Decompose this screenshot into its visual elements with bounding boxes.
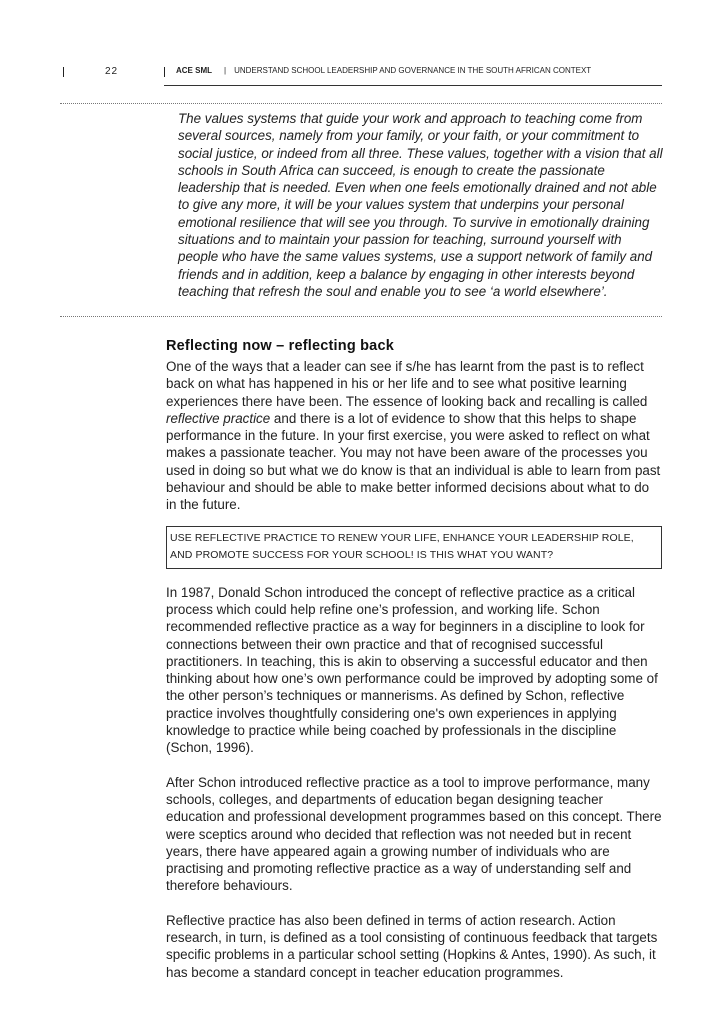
header-left-marker	[63, 67, 64, 77]
document-title: UNDERSTAND SCHOOL LEADERSHIP AND GOVERNANCE IN THE SOUTH AFRICAN CONTEXT	[234, 66, 592, 75]
running-title	[176, 66, 591, 75]
title-separator: |	[224, 66, 227, 75]
header-rule	[164, 85, 662, 86]
page-number: 22	[105, 66, 119, 77]
series-label: ACE SML	[176, 66, 212, 75]
reflective-practice-term: reflective practice	[166, 410, 271, 426]
intro-paragraph	[166, 358, 662, 514]
values-quote-box	[60, 103, 662, 317]
action-research-paragraph: Reflective practice has also been defined in terms of action research. Action research, in turn, is defined as a tool consisting of continuous feedback that targets specific problems in a particular school setting (Hopkins & Antes, 1990). As such, it has become a standard concept in teacher education programmes.	[166, 912, 658, 980]
section-heading: Reflecting now – reflecting back	[166, 338, 394, 354]
main-content	[166, 338, 662, 981]
callout-box: USE REFLECTIVE PRACTICE TO RENEW YOUR LIFE, ENHANCE YOUR LEADERSHIP ROLE, AND PROMOTE SUCCESS FOR YOUR SCHOOL! IS THIS WHAT YOU WANT?	[166, 526, 662, 569]
page-header	[0, 60, 728, 84]
schon-paragraph: In 1987, Donald Schon introduced the concept of reflective practice as a critical process which could help refine one’s profession, and working life. Schon recommended reflective practice as a way for beginners in a discipline to look for connections between their own practice and that of recognised successful practitioners. In teaching, this is akin to observing a successful educator and then thinking about how one’s own performance could be improved by adopting some of the other person’s techniques or mannerisms. As defined by Schon, reflective practice involves thoughtfully considering one's own experiences in applying knowledge to practice while being coached by professionals in the discipline (Schon, 1996).	[166, 584, 658, 756]
intro-text-end: and there is a lot of evidence to show that this helps to shape performance in the future. In your first exercise, you were asked to reflect on what makes a passionate teacher. You may not have been aware of the processes you used in doing so but what we do know is that an individual is able to learn from past behaviour and should be able to make better informed decisions about what to do in the future.	[166, 410, 661, 513]
intro-text-start: One of the ways that a leader can see if s/he has learnt from the past is to reflect back on what has happened in his or her life and to see what positive learning experiences there have been. The essence of looking back and recalling is called	[166, 359, 648, 409]
header-divider	[164, 67, 165, 77]
adoption-paragraph: After Schon introduced reflective practice as a tool to improve performance, many schools, colleges, and departments of education began designing teacher education and professional development programmes based on this concept. There were sceptics around who decided that reflection was not needed but in recent years, there have appeared again a growing number of individuals who are practising and promoting reflective practice as a way of understanding self and therefore behaviours.	[166, 774, 662, 894]
values-quote-text: The values systems that guide your work and approach to teaching come from several sources, namely from your family, or your faith, or your commitment to social justice, or indeed from all three. These values, together with a vision that all schools in South Africa can succeed, is enough to create the passionate leadership that is needed. Even when one feels emotionally drained and not able to give any more, it will be your values system that underpins your personal emotional resilience that will see you through. To survive in emotionally draining situations and to maintain your passion for teaching, surround yourself with people who have the same values systems, use a support network of family and friends and in addition, keep a balance by engaging in other interests beyond teaching that refresh the soul and enable you to see ‘a world elsewhere’.	[178, 111, 663, 299]
